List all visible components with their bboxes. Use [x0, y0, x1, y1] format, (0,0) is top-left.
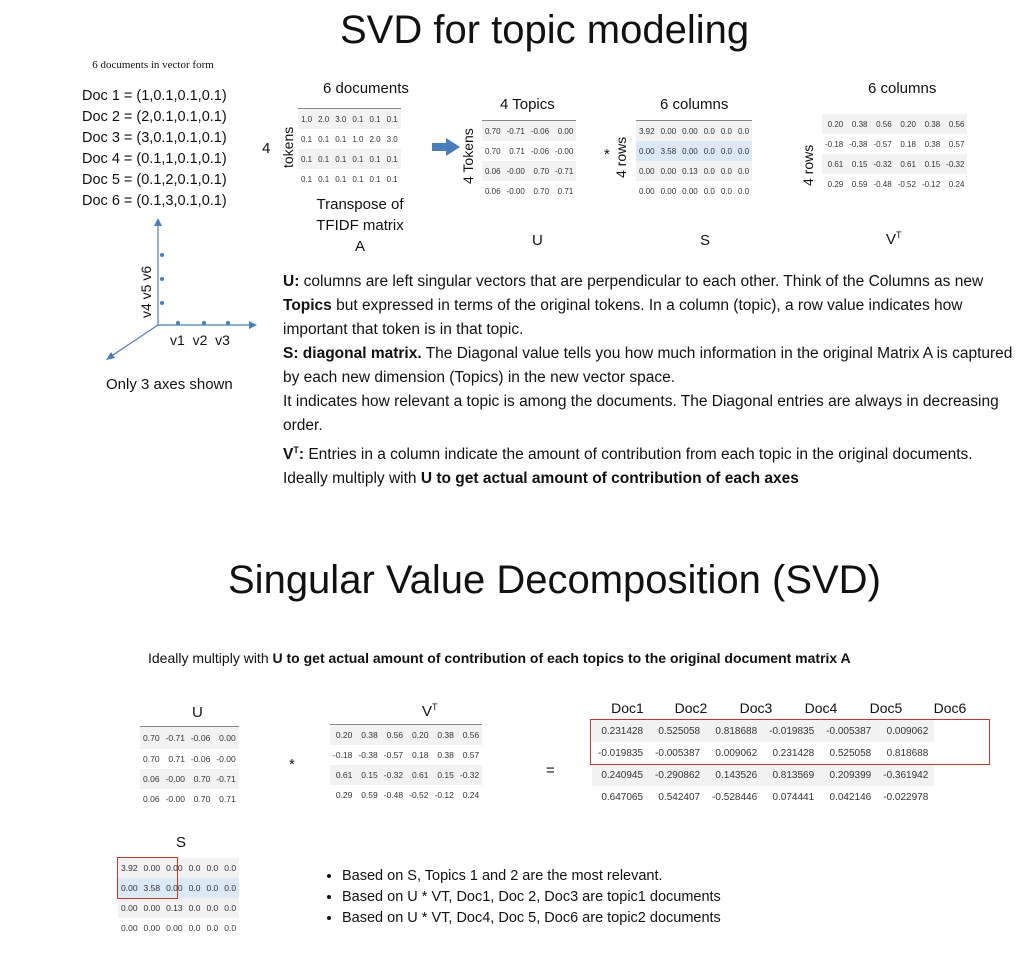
matrix-cell: 0.1 [298, 129, 315, 149]
matrix-cell: -0.06 [528, 121, 552, 142]
matrix-cell: 0.1 [367, 109, 384, 130]
matrix-cell: 0.0 [186, 898, 204, 918]
matrix-cell: -0.48 [381, 785, 406, 805]
matrix-cell: 0.0 [701, 141, 718, 161]
multiply-star: * [604, 146, 610, 163]
s-highlight-box [117, 857, 178, 899]
matrix-cell: 0.29 [330, 785, 355, 805]
point-v2 [202, 321, 206, 325]
matrix-cell: -0.12 [432, 785, 457, 805]
matrix-cell: 0.00 [679, 121, 701, 142]
matrix-cell: 0.57 [943, 134, 967, 154]
matrix-cell: 0.61 [330, 765, 355, 785]
matrix-cell: 0.0 [718, 141, 735, 161]
matrix-cell: 0.1 [349, 169, 366, 189]
depth-axis-arrow [106, 352, 115, 360]
matrix-cell: 3.58 [141, 878, 164, 898]
matrix-cell: 0.0 [718, 161, 735, 181]
matrix-cell: 0.1 [332, 149, 349, 169]
matrix-cell: 1.0 [349, 129, 366, 149]
matrix-cell: 0.56 [381, 725, 406, 746]
result-highlight-box [590, 719, 990, 765]
a-caption-line: TFIDF matrix [316, 217, 404, 234]
matrix-cell: 0.20 [895, 114, 919, 134]
matrix-cell: 0.20 [330, 725, 355, 746]
matrix-cell: 0.00 [163, 858, 186, 878]
point-v6 [160, 253, 164, 257]
matrix-cell: -0.06 [188, 749, 213, 769]
s-explanation: S: diagonal matrix. The Diagonal value tells you how much information in the original Matrix A is captured by each new dimension (Topics) in the new vector space. [283, 345, 1013, 386]
matrix-u-bottom [140, 726, 239, 809]
matrix-cell: 0.0 [718, 121, 735, 142]
matrix-cell: 0.61 [406, 765, 431, 785]
matrix-cell: 0.38 [919, 134, 943, 154]
matrix-cell: 0.074441 [763, 786, 820, 808]
matrix-s-top [636, 120, 752, 201]
matrix-cell: -0.290862 [649, 764, 706, 786]
matrix-cell: 0.57 [457, 745, 482, 765]
matrix-cell: 0.70 [482, 141, 504, 161]
matrix-cell: 0.0 [203, 878, 221, 898]
matrix-cell: -0.57 [381, 745, 406, 765]
matrix-cell: 0.56 [457, 725, 482, 746]
matrix-cell: 0.00 [118, 898, 141, 918]
matrix-cell: -0.00 [504, 161, 528, 181]
matrix-cell: 0.0 [221, 858, 239, 878]
bottom-vt-label: $V^T$ [422, 702, 438, 720]
matrix-cell: 0.1 [367, 169, 384, 189]
matrix-cell: 0.56 [870, 114, 894, 134]
doc-header: Doc6 [933, 700, 967, 716]
matrix-cell: 0.18 [895, 134, 919, 154]
matrix-cell: 0.1 [367, 149, 384, 169]
bottom-subtitle: Ideally multiply with U to get actual amount of contribution of each topics to the original document matrix A [148, 650, 851, 666]
s-side-label: 4 rows [613, 136, 629, 178]
matrix-cell: 0.209399 [820, 764, 877, 786]
matrix-cell: 0.1 [384, 169, 401, 189]
matrix-cell: -0.00 [163, 789, 188, 809]
matrix-cell: 0.0 [186, 878, 204, 898]
matrix-cell: 0.71 [504, 141, 528, 161]
matrix-cell: -0.48 [870, 174, 894, 194]
matrix-cell: 0.71 [163, 749, 188, 769]
matrix-cell: -0.71 [163, 727, 188, 749]
matrix-cell: 0.00 [636, 161, 658, 181]
bullet-item: • Based on S, Topics 1 and 2 are the most relevant. [342, 866, 982, 887]
matrix-cell: 0.0 [735, 181, 752, 201]
matrix-cell: -0.71 [213, 769, 238, 789]
matrix-cell: -0.52 [406, 785, 431, 805]
matrix-vt-top [822, 114, 967, 194]
matrix-cell: 0.0 [186, 918, 204, 938]
matrix-cell: 0.0 [203, 898, 221, 918]
matrix-cell: -0.32 [457, 765, 482, 785]
matrix-cell: 0.70 [188, 769, 213, 789]
bottom-title: Singular Value Decomposition (SVD) [228, 558, 881, 602]
matrix-cell: 0.59 [355, 785, 380, 805]
matrix-cell: 0.0 [221, 878, 239, 898]
a-side-label: tokens [280, 126, 296, 168]
matrix-cell: -0.32 [943, 154, 967, 174]
bottom-u-label: U [192, 704, 203, 721]
matrix-cell: 0.70 [140, 727, 163, 749]
matrix-cell: 0.1 [315, 149, 332, 169]
matrix-cell: 0.0 [203, 858, 221, 878]
doc-line: Doc 6 = (0.1,3,0.1,0.1) [82, 193, 227, 209]
matrix-cell: 2.0 [315, 109, 332, 130]
bottom-s-label: S [176, 834, 187, 851]
matrix-cell: 0.818688 [877, 742, 934, 764]
matrix-cell: 0.0 [718, 181, 735, 201]
matrix-cell: 0.525058 [820, 742, 877, 764]
matrix-cell: 0.1 [349, 109, 366, 130]
matrix-cell: 0.38 [432, 745, 457, 765]
matrix-cell: 0.70 [188, 789, 213, 809]
doc-header: Doc4 [804, 700, 838, 716]
matrix-cell: 3.92 [636, 121, 658, 142]
matrix-cell: -0.00 [504, 181, 528, 201]
point-v3 [226, 321, 230, 325]
doc-header: Doc2 [674, 700, 708, 716]
depth-axis [110, 325, 158, 357]
a-caption-line: Transpose of [316, 196, 404, 213]
matrix-cell: 0.00 [118, 918, 141, 938]
matrix-cell: 0.231428 [763, 742, 820, 764]
matrix-cell: -0.361942 [877, 764, 934, 786]
matrix-cell: -0.12 [919, 174, 943, 194]
matrix-cell: 0.06 [482, 161, 504, 181]
matrix-cell: 0.542407 [649, 786, 706, 808]
u-header: 4 Topics [500, 96, 555, 113]
matrix-cell: -0.38 [846, 134, 870, 154]
matrix-cell: -0.00 [552, 141, 576, 161]
matrix-cell: -0.022978 [877, 786, 934, 808]
matrix-cell: 0.1 [332, 129, 349, 149]
doc-line: Doc 4 = (0.1,1,0.1,0.1) [82, 151, 227, 167]
matrix-cell: 0.1 [315, 129, 332, 149]
matrix-cell: -0.06 [528, 141, 552, 161]
point-v1 [176, 321, 180, 325]
matrix-cell: 1.0 [298, 109, 315, 130]
doc-line: Doc 1 = (1,0.1,0.1,0.1) [82, 88, 227, 104]
u-caption: U [532, 232, 543, 249]
matrix-cell: 0.13 [679, 161, 701, 181]
matrix-cell: 0.70 [528, 161, 552, 181]
docs-header: 6 documents in vector form [92, 59, 214, 71]
matrix-cell: 3.0 [332, 109, 349, 130]
matrix-cell: 0.1 [315, 169, 332, 189]
matrix-cell: 0.0 [701, 161, 718, 181]
matrix-cell: 0.15 [355, 765, 380, 785]
matrix-cell: 0.70 [528, 181, 552, 201]
matrix-cell: 0.15 [919, 154, 943, 174]
matrix-cell: 0.20 [822, 114, 846, 134]
matrix-cell: 0.0 [735, 161, 752, 181]
matrix-cell: -0.71 [504, 121, 528, 142]
matrix-cell: 3.0 [384, 129, 401, 149]
a-header: 6 documents [323, 80, 409, 97]
matrix-cell: 0.0 [221, 898, 239, 918]
vertical-axis-arrow [154, 218, 162, 226]
matrix-cell: -0.18 [822, 134, 846, 154]
doc-line: Doc 2 = (2,0.1,0.1,0.1) [82, 109, 227, 125]
matrix-cell: 0.70 [140, 749, 163, 769]
matrix-cell: 0.06 [140, 789, 163, 809]
matrix-vt-bottom [330, 724, 482, 805]
u-explanation: U: columns are left singular vectors that are perpendicular to each other. Think of the Columns as new Topics but expressed in terms of the original tokens. In a column (topic), a row value indicates how important that token is in that topic. [283, 273, 984, 338]
matrix-cell: 0.00 [636, 181, 658, 201]
matrix-cell: -0.06 [188, 727, 213, 749]
u-side-label: 4 Tokens [460, 128, 476, 184]
matrix-cell: 0.00 [141, 898, 164, 918]
matrix-cell: -0.18 [330, 745, 355, 765]
matrix-cell: -0.005387 [820, 720, 877, 742]
a-caption-line: A [354, 238, 365, 255]
matrix-cell: 0.00 [552, 121, 576, 142]
vt-explanation: $V^T$: Entries in a column indicate the amount of contribution from each topic in the original documents. Ideally multiply with U to get actual amount of contribution of each axes [283, 445, 973, 488]
matrix-cell: 0.00 [163, 918, 186, 938]
bullet-item: • Based on U * VT, Doc1, Doc 2, Doc3 are topic1 documents [342, 887, 982, 908]
matrix-cell: 0.24 [943, 174, 967, 194]
matrix-cell: 0.00 [679, 181, 701, 201]
matrix-cell: 0.1 [384, 109, 401, 130]
matrix-cell: 0.009062 [706, 742, 763, 764]
matrix-cell: 0.24 [457, 785, 482, 805]
matrix-cell: 0.818688 [706, 720, 763, 742]
matrix-cell: -0.52 [895, 174, 919, 194]
axis-v-label: v4 v5 v6 [138, 265, 154, 318]
matrix-cell: 0.00 [636, 141, 658, 161]
s-explanation-2: It indicates how relevant a topic is among the documents. The Diagonal entries are always in decreasing order. [283, 393, 999, 434]
matrix-cell: -0.32 [381, 765, 406, 785]
axes-caption: Only 3 axes shown [106, 376, 233, 393]
matrix-cell: 0.00 [141, 858, 164, 878]
doc-header: Doc1 [611, 700, 644, 716]
docs-list [82, 86, 227, 212]
matrix-cell: 0.0 [701, 121, 718, 142]
matrix-cell: 0.56 [943, 114, 967, 134]
horizontal-axis-arrow [249, 321, 257, 329]
matrix-cell: 0.647065 [592, 786, 649, 808]
matrix-cell: 0.15 [846, 154, 870, 174]
matrix-cell: 0.813569 [763, 764, 820, 786]
explanation-paragraph [283, 270, 1013, 491]
matrix-cell: 0.00 [658, 121, 680, 142]
bullet-item: • Based on U * VT, Doc4, Doc 5, Doc6 are topic2 documents [342, 908, 982, 929]
matrix-cell: 0.1 [332, 169, 349, 189]
matrix-cell: 0.525058 [649, 720, 706, 742]
matrix-cell: 0.71 [213, 789, 238, 809]
matrix-cell: 0.00 [141, 918, 164, 938]
matrix-cell: -0.019835 [763, 720, 820, 742]
matrix-cell: 3.92 [118, 858, 141, 878]
matrix-cell: -0.00 [163, 769, 188, 789]
matrix-cell: -0.38 [355, 745, 380, 765]
matrix-cell: 0.00 [658, 161, 680, 181]
matrix-cell: 0.71 [552, 181, 576, 201]
matrix-cell: 0.06 [140, 769, 163, 789]
matrix-cell: 0.0 [735, 121, 752, 142]
matrix-cell: 0.18 [406, 745, 431, 765]
matrix-cell: -0.57 [870, 134, 894, 154]
a-side-num: 4 [262, 140, 271, 157]
matrix-cell: 0.29 [822, 174, 846, 194]
matrix-cell: 0.61 [895, 154, 919, 174]
matrix-cell: 0.38 [355, 725, 380, 746]
matrix-cell: 0.1 [298, 149, 315, 169]
vt-header: 6 columns [868, 80, 937, 97]
s-header: 6 columns [660, 96, 729, 113]
matrix-cell: 2.0 [367, 129, 384, 149]
matrix-cell: -0.528446 [706, 786, 763, 808]
conclusion-bullets [322, 866, 982, 929]
matrix-cell: 0.15 [432, 765, 457, 785]
right-arrow-icon [432, 138, 460, 156]
matrix-cell: 0.00 [679, 141, 701, 161]
matrix-cell: 0.0 [221, 918, 239, 938]
matrix-cell: -0.32 [870, 154, 894, 174]
matrix-cell: 0.1 [384, 149, 401, 169]
matrix-cell: 0.59 [846, 174, 870, 194]
matrix-cell: 0.00 [658, 181, 680, 201]
axis-h-label: v1 v2 v3 [170, 332, 230, 348]
top-title: SVD for topic modeling [340, 8, 750, 52]
matrix-cell: 0.143526 [706, 764, 763, 786]
matrix-cell: 0.042146 [820, 786, 877, 808]
matrix-cell: 0.231428 [592, 720, 649, 742]
result-doc-headers [596, 700, 981, 718]
matrix-cell: 0.20 [406, 725, 431, 746]
matrix-cell: 0.38 [919, 114, 943, 134]
matrix-cell: 0.70 [482, 121, 504, 142]
matrix-cell: 0.009062 [877, 720, 934, 742]
doc-header: Doc5 [869, 700, 903, 716]
matrix-cell: 0.13 [163, 898, 186, 918]
vt-caption: $V^T$ [886, 230, 902, 248]
matrix-cell: 0.38 [846, 114, 870, 134]
point-v4 [160, 301, 164, 305]
bottom-equals: = [546, 762, 555, 779]
matrix-cell: -0.019835 [592, 742, 649, 764]
matrix-cell: 0.0 [186, 858, 204, 878]
matrix-cell: 0.240945 [592, 764, 649, 786]
matrix-cell: 0.06 [482, 181, 504, 201]
doc-header: Doc3 [739, 700, 773, 716]
matrix-cell: 0.00 [213, 727, 238, 749]
matrix-cell: -0.71 [552, 161, 576, 181]
matrix-cell: 0.00 [163, 878, 186, 898]
matrix-cell: 0.0 [701, 181, 718, 201]
bottom-star: * [289, 756, 295, 773]
s-caption: S [700, 232, 711, 249]
matrix-cell: 0.0 [735, 141, 752, 161]
matrix-u-top [482, 120, 576, 201]
matrix-cell: 0.1 [349, 149, 366, 169]
a-caption [298, 194, 422, 257]
matrix-cell: 3.58 [658, 141, 680, 161]
matrix-cell: 0.1 [298, 169, 315, 189]
matrix-cell: 0.38 [432, 725, 457, 746]
matrix-a [298, 108, 401, 189]
vt-side-label: 4 rows [800, 144, 816, 186]
matrix-cell: 0.61 [822, 154, 846, 174]
matrix-cell: -0.00 [213, 749, 238, 769]
doc-line: Doc 5 = (0.1,2,0.1,0.1) [82, 172, 227, 188]
doc-line: Doc 3 = (3,0.1,0.1,0.1) [82, 130, 227, 146]
point-v5 [160, 277, 164, 281]
matrix-cell: -0.005387 [649, 742, 706, 764]
matrix-cell: 0.0 [203, 918, 221, 938]
matrix-cell: 0.00 [118, 878, 141, 898]
